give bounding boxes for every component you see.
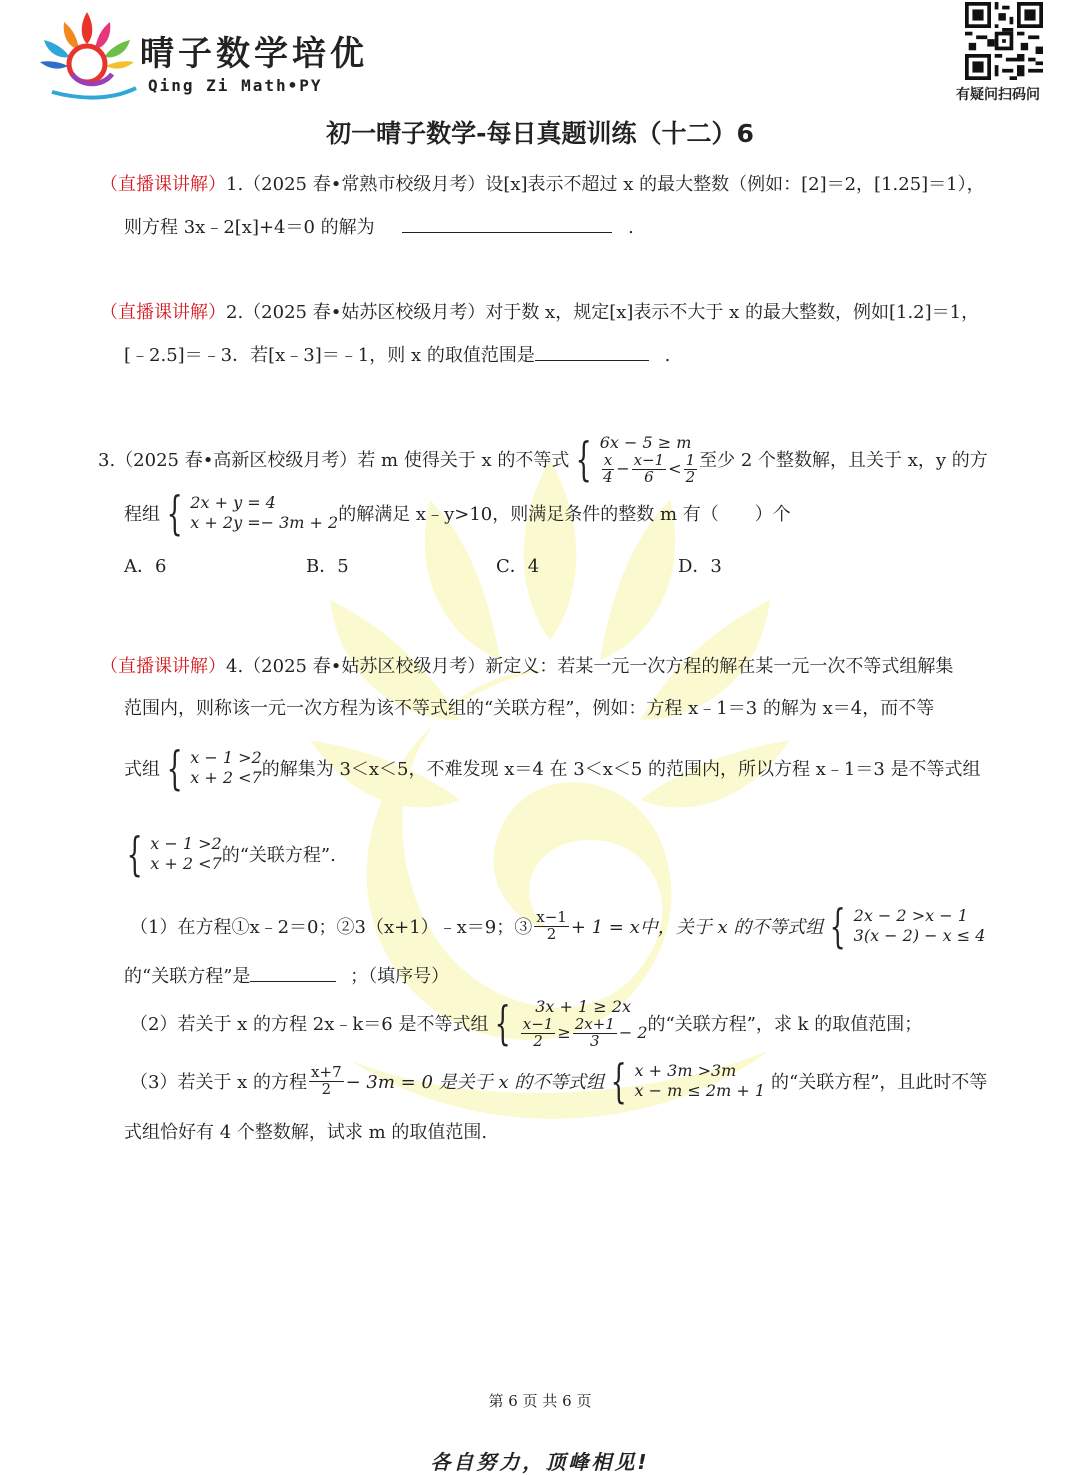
logo-flower-icon (32, 4, 142, 104)
question-3-line-1 (98, 424, 988, 494)
system-row: x − 1 >2 (190, 748, 262, 767)
part-3-line-2: 式组恰好有 4 个整数解，试求 m 的取值范围. (124, 1122, 488, 1143)
page-title: 初一晴子数学-每日真题训练（十二）6 (326, 119, 754, 148)
fraction-x-minus-1-over-2: $\frac{x-1}{2}$ (536, 907, 567, 943)
part-1-text-b: + 1 = x中，关于 x 的不等式组 (570, 917, 824, 938)
part-1-text: （1）在方程①x﹣2＝0；②3（x+1）﹣x＝9；③ (130, 917, 533, 938)
part-1-line-1 (130, 898, 985, 954)
question-1-line-2 (124, 213, 634, 239)
system-row-fraction: $\frac{x-1}{2}$ ≥ $\frac{2x+1}{3}$ − 2 (522, 1014, 648, 1050)
question-2-text: 2.（2025 春•姑苏区校级月考）对于数 x，规定[x]表示不大于 x 的最大整数，例如[1.2]＝1， (226, 302, 980, 323)
system-row: 6x − 5 ≥ m (599, 432, 692, 452)
question-3-text-cont: 至少 2 个整数解，且关于 x，y 的方 (699, 450, 988, 471)
question-1-period: . (628, 217, 634, 238)
question-2-line-1 (100, 298, 979, 324)
answer-blank-1[interactable] (402, 231, 612, 233)
option-d[interactable]: D．3 (678, 556, 722, 577)
part-3-text-c: 的“关联方程”，且此时不等 (771, 1072, 988, 1093)
system-row: 3(x − 2) − x ≤ 4 (853, 926, 986, 945)
question-4-text-4: 的“关联方程”. (221, 845, 336, 866)
part-3-line-1 (130, 1056, 987, 1106)
question-1-text: 1.（2025 春•常熟市校级月考）设[x]表示不超过 x 的最大整数（例如：[2]＝2，[1.25]＝1）， (226, 174, 985, 195)
option-c[interactable]: C．4 (496, 556, 540, 577)
question-4-text: 4.（2025 春•姑苏区校级月考）新定义：若某一元一次方程的解在某一元一次不等式组解集 (226, 656, 954, 677)
system-row: x + 3m >3m (634, 1061, 737, 1080)
logo-english-name: Qing Zi Math•PY (148, 76, 323, 95)
question-4-line-2: 范围内，则称该一元一次方程为该不等式组的“关联方程”，例如：方程 x﹣1＝3 的解为 x＝4，而不等 (124, 698, 935, 719)
system-row: x + 2 <7 (190, 768, 262, 787)
page-number: 第 6 页 共 6 页 (488, 1392, 592, 1410)
question-4-line-3 (124, 740, 981, 796)
option-b[interactable]: B．5 (306, 556, 349, 577)
system-row: 2x + y = 4 (190, 493, 276, 512)
footer-motto: 各自努力，顶峰相见! (430, 1450, 650, 1474)
inequality-system-b: { 2x − 2 >x − 1 3(x − 2) − x ≤ 4 (829, 899, 986, 953)
system-row-fraction: $\frac{x}{4}$ − $\frac{x-1}{6}$ < $\frac{1}{2}$ (603, 450, 696, 486)
inequality-system-a: { x − 1 >2 x + 2 <7 (166, 741, 262, 795)
inequality-system-c: { 3x + 1 ≥ 2x $\frac{x-1}{2}$ ≥ $\frac{2x+1}{3}$ − 2 (495, 996, 648, 1050)
system-row: x − 1 >2 (150, 834, 222, 853)
part-1-text-d: ；（填序号） (350, 966, 450, 987)
question-1-text-2: 则方程 3x﹣2[x]+4＝0 的解为 (124, 217, 375, 238)
system-row: x − m ≤ 2m + 1 (634, 1081, 765, 1100)
answer-blank-4-1[interactable] (250, 980, 336, 982)
inequality-system-a-repeat: { x − 1 >2 x + 2 <7 (126, 827, 222, 881)
question-4-text-3b: 的解集为 3＜x＜5，不难发现 x＝4 在 3＜x＜5 的范围内，所以方程 x﹣1＝3 是不等式组 (261, 759, 981, 780)
option-a[interactable]: A．6 (124, 556, 167, 577)
system-row: 3x + 1 ≥ 2x (535, 996, 631, 1016)
question-4-line-4 (120, 826, 336, 882)
part-3-text-b: − 3m = 0 是关于 x 的不等式组 (345, 1072, 605, 1093)
question-2-line-2 (124, 341, 670, 367)
part-1-line-2 (124, 962, 449, 988)
part-1-text-c: 的“关联方程”是 (124, 966, 251, 987)
question-2-period: . (664, 345, 671, 366)
question-3-text: 3.（2025 春•高新区校级月考）若 m 使得关于 x 的不等式 (98, 450, 570, 471)
live-lecture-tag: （直播课讲解） (100, 302, 226, 323)
equation-system: { 2x + y = 4 x + 2y =− 3m + 2 (166, 486, 339, 540)
fraction-x-plus-7-over-2: $\frac{x+7}{2}$ (311, 1062, 342, 1098)
question-3-text-3: 的解满足 x﹣y>10，则满足条件的整数 m 有（ ）个 (338, 504, 791, 525)
inequality-system-1: { 6x − 5 ≥ m $\frac{x}{4}$ − $\frac{x-1}{6}$ < $\frac{1}{2}$ (569, 433, 699, 486)
part-2-text-b: 的“关联方程”，求 k 的取值范围； (647, 1014, 923, 1035)
part-2-text: （2）若关于 x 的方程 2x﹣k＝6 是不等式组 (130, 1014, 489, 1035)
system-row: x + 2y =− 3m + 2 (190, 513, 339, 532)
system-row: x + 2 <7 (150, 854, 222, 873)
question-4-text-3: 式组 (124, 759, 160, 780)
live-lecture-tag: （直播课讲解） (100, 656, 226, 677)
qr-code-icon[interactable] (962, 2, 1046, 80)
inequality-system-d: { x + 3m >3m x − m ≤ 2m + 1 (610, 1054, 765, 1108)
system-row: 2x − 2 >x − 1 (853, 906, 968, 925)
answer-blank-2[interactable] (535, 359, 649, 361)
live-lecture-tag: （直播课讲解） (100, 174, 226, 195)
question-1-line-1 (100, 170, 985, 196)
question-3-text-2: 程组 (124, 504, 160, 525)
question-4-line-1 (100, 652, 953, 678)
question-3-line-2 (124, 488, 791, 538)
qr-caption: 有疑问扫码问 (956, 87, 1040, 103)
part-3-text: （3）若关于 x 的方程 (130, 1072, 308, 1093)
question-2-text-2: [﹣2.5]＝﹣3．若[x﹣3]＝﹣1，则 x 的取值范围是 (124, 345, 535, 366)
part-2-line (130, 992, 922, 1054)
logo-chinese-name: 晴子数学培优 (140, 34, 368, 74)
